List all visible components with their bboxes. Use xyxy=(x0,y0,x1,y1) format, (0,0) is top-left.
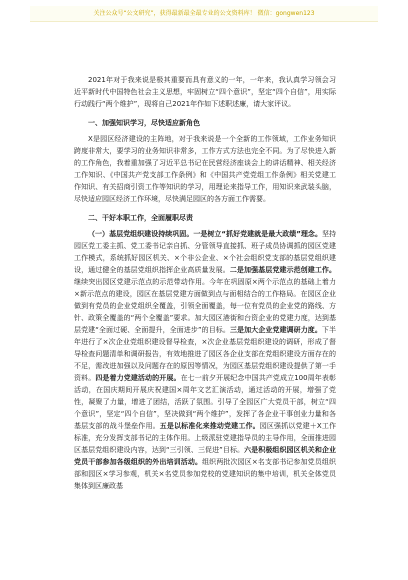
paragraph-text: 坚持园区党工委主抓、党工委书记亲自抓、分管领导直接抓、班子成员协调抓的园区党建工作模式，系统抓好园区机关、×个非公企业、×个社会组织党支部的基层党组织建设，通过健全的基层党组织指挥企业高质量发展。 xyxy=(74,230,337,274)
subsection-heading: （一）基层党组织建设持续巩固。一是树立“抓好党建就是最大政绩”理念。 xyxy=(88,230,322,238)
bold-point: 六是积极组织园区机关和企业党员干部参加各级组织的外出培训活动。 xyxy=(74,446,336,466)
bold-point: 二是加强基层党建示范创建工作。 xyxy=(229,266,337,274)
intro-paragraph: 2021年对于我来说是极其重要而具有意义的一年，一年来，我认真学习领会习近平新时代中国特色社会主义思想，牢固树立“四个意识”，坚定“四个自信”，用实际行动践行“两个维护”，现将自己2021年作如下述职述廉，请大家评议。 xyxy=(74,76,336,108)
promo-banner[interactable]: 关注公众号“公文研究”，获得最新最全最专业的公文资料库！ 微信：gongwen123 xyxy=(30,6,378,22)
paragraph-text: 组织两批次园区×名支部书记参加党员组织部和园区×学习参观，机关×名党员参加党校的党建知识的集中培训，机关全体党员集体到区廉政基 xyxy=(74,458,336,490)
bold-point: 四是着力党建活动的开展。 xyxy=(95,374,181,382)
section-heading: 一、加强知识学习，尽快适应新角色 xyxy=(88,119,200,127)
section-heading: 二、干好本职工作，全面履职尽责 xyxy=(88,214,193,222)
body-paragraph: X是园区经济建设的主阵地，对于我来说是一个全新的工作领域，工作业务知识跨度非常大，要学习的业务知识非常多，工作方式方法也完全不同。为了尽快进入新的工作角色，我着重加强了习近平总书记在民营经济座谈会上的讲话精神、相关经济工作知识、《中国共产党支部工作条例》和《中国共产党党组工作条例》相关党建工作知识、有关招商引资工作等知识的学习，用理论来指导工作，用知识来武装头脑，尽快适应园区经济工作环境，尽快满足园区的各方面工作需要。 xyxy=(74,135,336,203)
paragraph-text: 园区强抓以党建＋X工作标准，充分发挥支部书记的主体作用。上级派驻党建指导员的主导作用，全面推进园区基层党组织建设内容，达到“三引领、三促进”目标。 xyxy=(74,422,337,454)
document-body xyxy=(74,74,336,492)
paragraph-text: 下半年进行了×次企业党组织建设督导检查，×次企业基层党组织建设的调研，形成了督导检查问题清单和调研报告，有效地推进了园区各企业支部在党组织建设方面存在的不足，需改进加强以及问题存在的原因等情况，为园区基层党组织建设提供了第一手资料。 xyxy=(74,326,336,382)
paragraph-text: 继续突出园区党建示范点的示范带动作用。今年在巩固原×两个示范点的基础上着力×新示范点的建设，园区在基层党建方面做到点与面相结合的工作格局。在园区企业做到有党员的企业党组织全覆盖，引领全面覆盖，每一位有党员的企业党的路线、方针、政策全覆盖的“两个全覆盖”要求。加大园区港街和台资企业的党建力度，达到基层党建“全面过硬、全面提升，全面进步”的目标。 xyxy=(74,278,336,334)
body-paragraph xyxy=(74,228,336,492)
bold-point: 三是加大企业党建调研力度。 xyxy=(229,326,322,334)
bold-point: 五是以标准化来推动党建工作。 xyxy=(159,422,260,430)
paragraph-text: 在七一前夕开展纪念中国共产党成立100周年表彰活动，在国庆期间开展庆祝建国×周年文艺汇演活动，通过活动的开展，增强了党性，凝聚了力量，增进了团结，活跃了氛围。引导了全园区广大党员干部，树立“四个意识”，坚定“四个自信”，坚决做到“两个维护”，发挥了各企业干事创业力量和各基层支部的战斗堡垒作用。 xyxy=(74,374,336,430)
